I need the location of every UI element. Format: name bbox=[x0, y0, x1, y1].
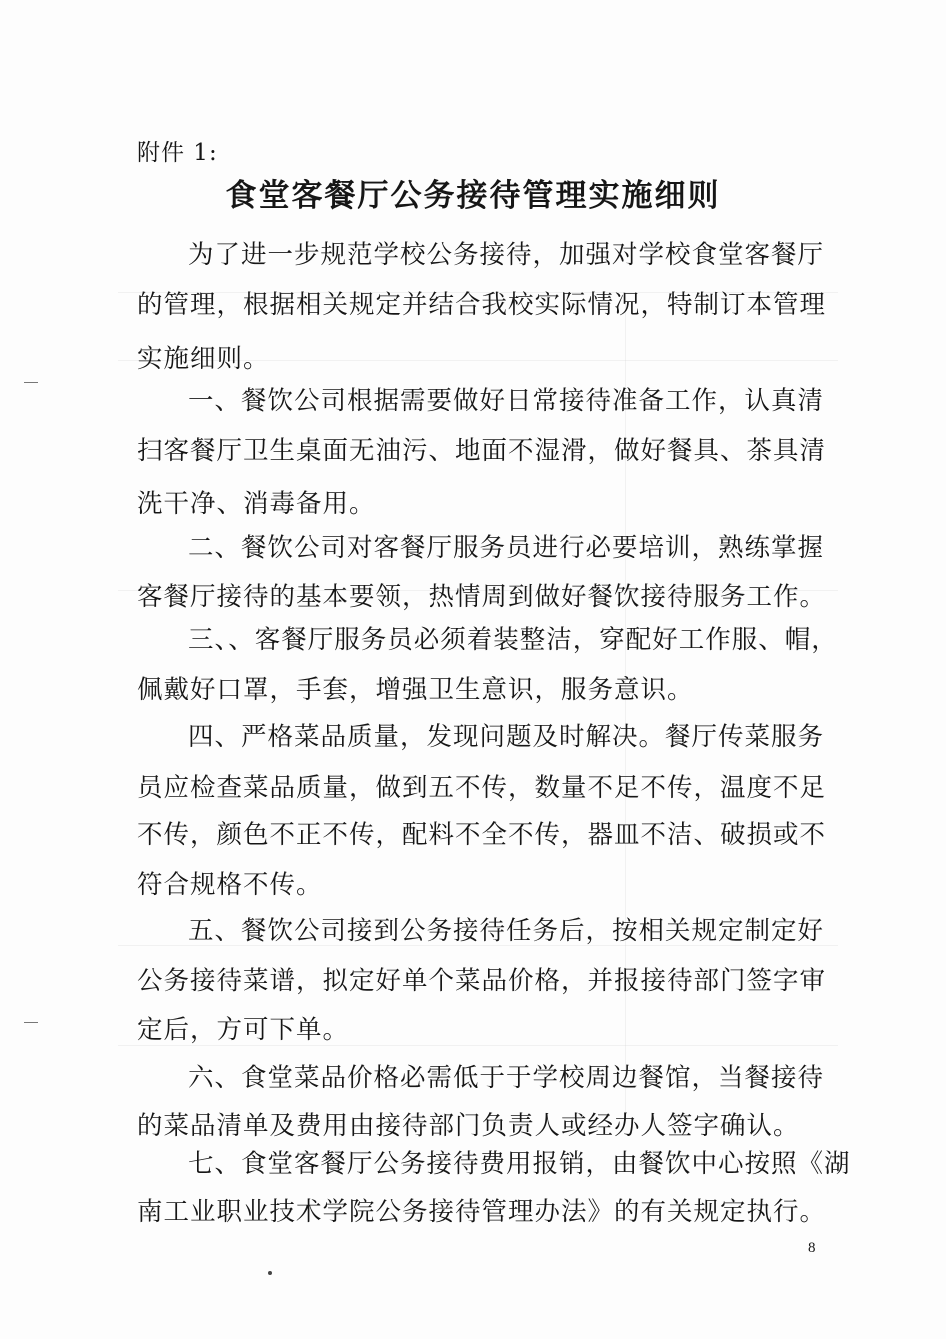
body-line: 六、食堂菜品价格必需低于于学校周边餐馆，当餐接待 bbox=[188, 1063, 825, 1093]
scan-edge-mark bbox=[24, 1022, 38, 1023]
scan-dot bbox=[268, 1271, 272, 1275]
body-line: 四、严格菜品质量，发现问题及时解决。餐厅传菜服务 bbox=[188, 722, 825, 752]
body-line: 符合规格不传。 bbox=[137, 870, 323, 900]
body-line: 为了进一步规范学校公务接待，加强对学校食堂客餐厅 bbox=[188, 240, 825, 270]
body-line: 一、餐饮公司根据需要做好日常接待准备工作，认真清 bbox=[188, 386, 825, 416]
body-line: 二、餐饮公司对客餐厅服务员进行必要培训，熟练掌握 bbox=[188, 533, 825, 563]
scan-edge-mark bbox=[24, 382, 38, 383]
body-line: 五、餐饮公司接到公务接待任务后，按相关规定制定好 bbox=[188, 916, 825, 946]
attachment-label: 附件 1: bbox=[137, 140, 218, 166]
document-title: 食堂客餐厅公务接待管理实施细则 bbox=[225, 178, 721, 214]
body-line: 三、、客餐厅服务员必须着装整洁，穿配好工作服、帽， bbox=[188, 625, 838, 655]
body-line: 客餐厅接待的基本要领，热情周到做好餐饮接待服务工作。 bbox=[137, 582, 827, 612]
body-line: 员应检查菜品质量，做到五不传，数量不足不传，温度不足 bbox=[137, 773, 827, 803]
body-line: 公务接待菜谱，拟定好单个菜品价格，并报接待部门签字审 bbox=[137, 966, 827, 996]
body-line: 的菜品清单及费用由接待部门负责人或经办人签字确认。 bbox=[137, 1111, 800, 1141]
body-line: 佩戴好口罩，手套，增强卫生意识，服务意识。 bbox=[137, 675, 694, 705]
body-line: 七、食堂客餐厅公务接待费用报销，由餐饮中心按照《湖 bbox=[188, 1149, 851, 1179]
body-line: 定后，方可下单。 bbox=[137, 1015, 350, 1045]
body-line: 的管理，根据相关规定并结合我校实际情况，特制订本管理 bbox=[137, 290, 827, 320]
body-line: 不传，颜色不正不传，配料不全不传，器皿不洁、破损或不 bbox=[137, 820, 827, 850]
body-line: 扫客餐厅卫生桌面无油污、地面不湿滑，做好餐具、茶具清 bbox=[137, 436, 827, 466]
body-line: 洗干净、消毒备用。 bbox=[137, 489, 376, 519]
body-line: 南工业职业技术学院公务接待管理办法》的有关规定执行。 bbox=[137, 1197, 827, 1227]
page-number: 8 bbox=[808, 1240, 816, 1256]
body-line: 实施细则。 bbox=[137, 344, 270, 374]
